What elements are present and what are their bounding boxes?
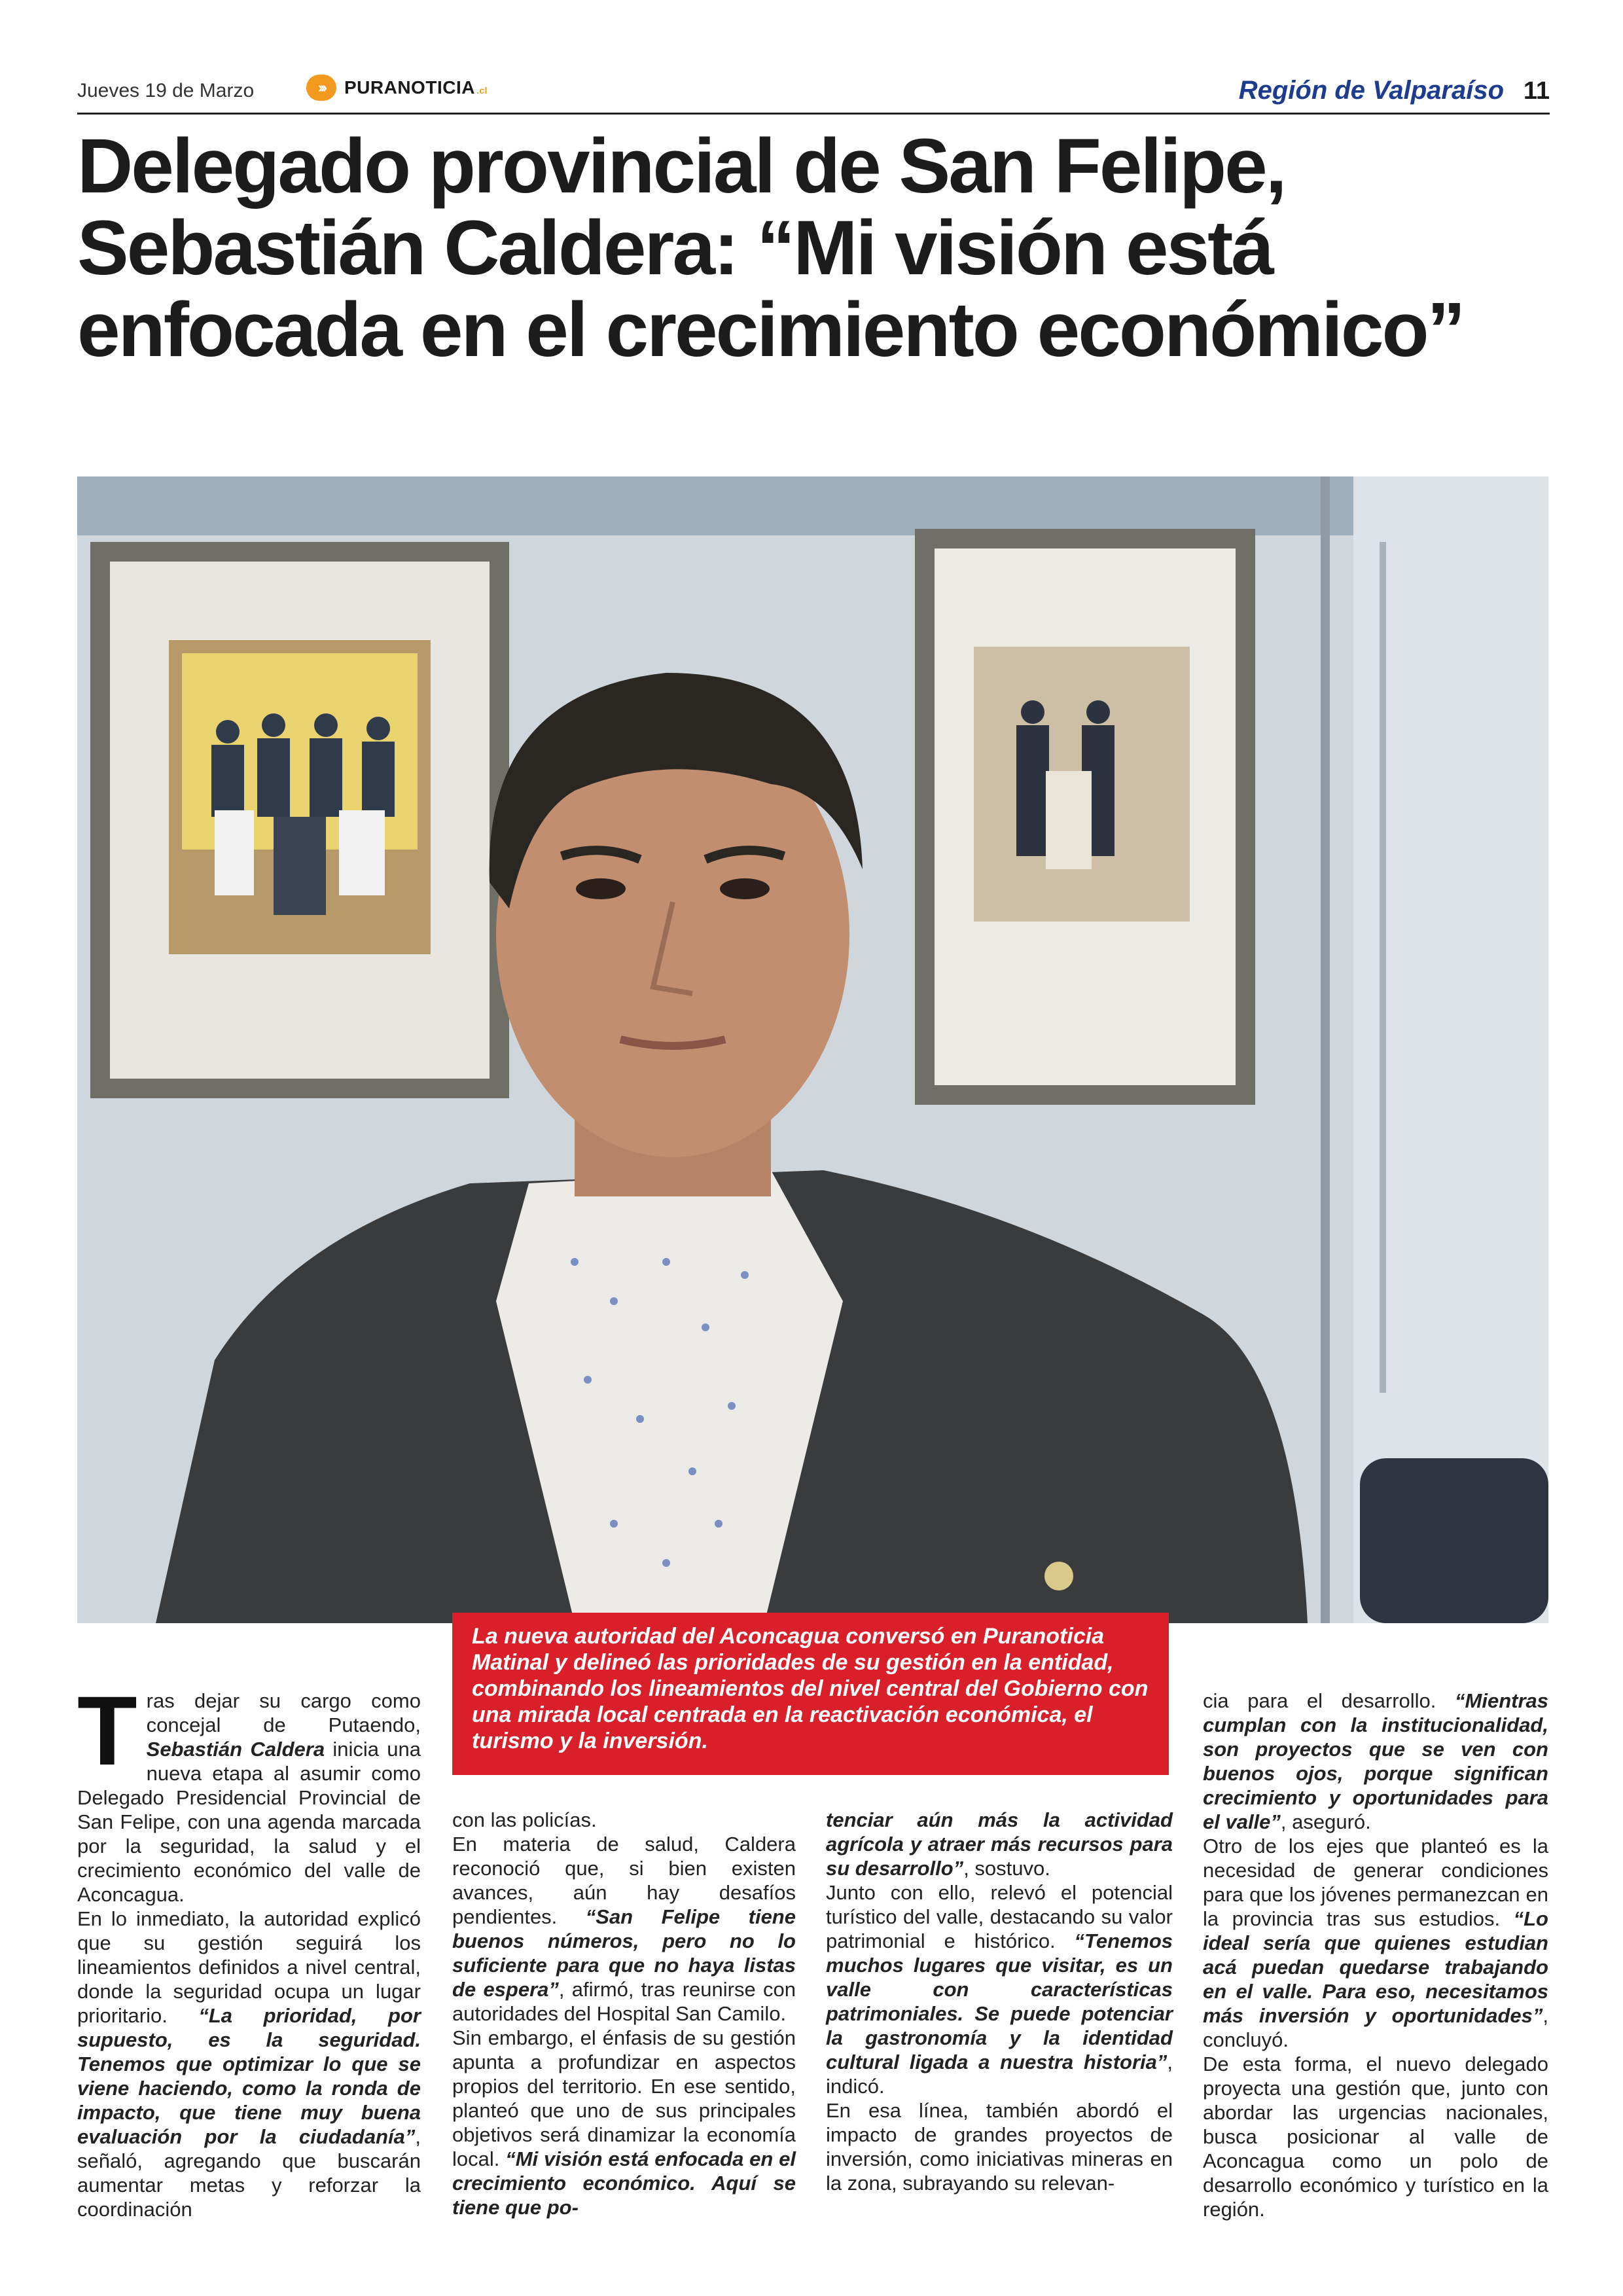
article-column-2	[452, 1808, 796, 2219]
page-header	[77, 71, 1550, 117]
article-paragraph: con las policías.	[452, 1808, 597, 1831]
page-number: 11	[1523, 77, 1550, 105]
issue-date: Jueves 19 de Marzo	[77, 80, 255, 101]
portrait-photo	[77, 476, 1548, 1623]
puranoticia-logo	[306, 75, 488, 101]
article-paragraph: En materia de salud, Caldera reconoció que, si bien existen avances, aún hay desafíos pendientes. “San Felipe tiene buenos números, pero no lo suficiente para que no haya listas de espera”, afirmó, tras reunirse con autoridades del Hospital San Camilo.	[452, 1833, 796, 2025]
article-paragraph: Otro de los ejes que planteó es la necesidad de generar condiciones para que los jóvenes permanezcan en la provincia tras sus estudios. “Lo ideal sería que quienes estudian acá puedan quedarse trabajando en el valle. Para eso, necesitamos más inversión y oportunidades”, concluyó.	[1203, 1835, 1548, 2051]
photo-caption: La nueva autoridad del Aconcagua conversó en Puranoticia Matinal y delineó las prioridades de su gestión en la entidad, combinando los lineamientos del nivel central del Gobierno con una mirada local centrada en la reactivación económica, el turismo y la inversión.	[452, 1613, 1169, 1775]
article-paragraph: En lo inmediato, la autoridad explicó que su gestión seguirá los lineamientos definidos a nivel central, donde la seguridad ocupa un lugar prioritario. “La prioridad, por supuesto, es la seguridad. Tenemos que optimizar lo que se viene haciendo, como la ronda de impacto, que tiene muy buena evaluación por la ciudadanía”, señaló, agregando que buscarán aumentar metas y reforzar la coordinación	[77, 1907, 421, 2221]
article-column-1	[77, 1676, 421, 2221]
article-paragraph: cia para el desarrollo. “Mientras cumplan con la institucionalidad, son proyectos que se ven con buenos ojos, porque significan crecimiento y oportunidades para el valle”, aseguró.	[1203, 1689, 1548, 1833]
drop-cap: T	[77, 1676, 137, 1785]
logo-text: PURANOTICIA .cl	[344, 77, 488, 98]
article-paragraph: Junto con ello, relevó el potencial turístico del valle, destacando su valor patrimonial e histórico. “Tenemos muchos lugares que visitar, es un valle con características patrimoniales. Se puede potenciar la gastronomía y la identidad cultural ligada a nuestra historia”, indicó.	[826, 1881, 1173, 2098]
article-paragraph: Sin embargo, el énfasis de su gestión apunta a profundizar en aspectos propios del territorio. En ese sentido, planteó que uno de sus principales objetivos será dinamizar la economía local. “Mi visión está enfocada en el crecimiento económico. Aquí se tiene que po-	[452, 2026, 796, 2219]
headline: Delegado provincial de San Felipe, Sebastián Caldera: “Mi visión está enfocada en el crecimiento económico”	[77, 123, 1464, 373]
article-paragraph: En esa línea, también abordó el impacto de grandes proyectos de inversión, como iniciativas mineras en la zona, subrayando su relevan-	[826, 2099, 1173, 2195]
article-paragraph: De esta forma, el nuevo delegado proyecta una gestión que, junto con abordar las urgencias nacionales, busca posicionar al valle de Aconcagua como un polo de desarrollo económico y turístico en la región.	[1203, 2053, 1548, 2221]
article-paragraph: tenciar aún más la actividad agrícola y atraer más recursos para su desarrollo”, sostuvo.	[826, 1808, 1173, 1880]
logo-arrows-icon: ›››	[306, 75, 336, 101]
portrait-illustration	[77, 476, 1548, 1623]
article-column-4	[1203, 1689, 1548, 2221]
article-column-3	[826, 1808, 1173, 2195]
section-title: Región de Valparaíso	[1238, 76, 1504, 105]
header-rule	[77, 113, 1550, 115]
article-paragraph: Tras dejar su cargo como concejal de Putaendo, Sebastián Caldera inicia una nueva etapa al asumir como Delegado Presidencial Provincial de San Felipe, con una agenda marcada por la seguridad, la salud y el crecimiento económico del valle de Aconcagua.	[77, 1676, 421, 1906]
